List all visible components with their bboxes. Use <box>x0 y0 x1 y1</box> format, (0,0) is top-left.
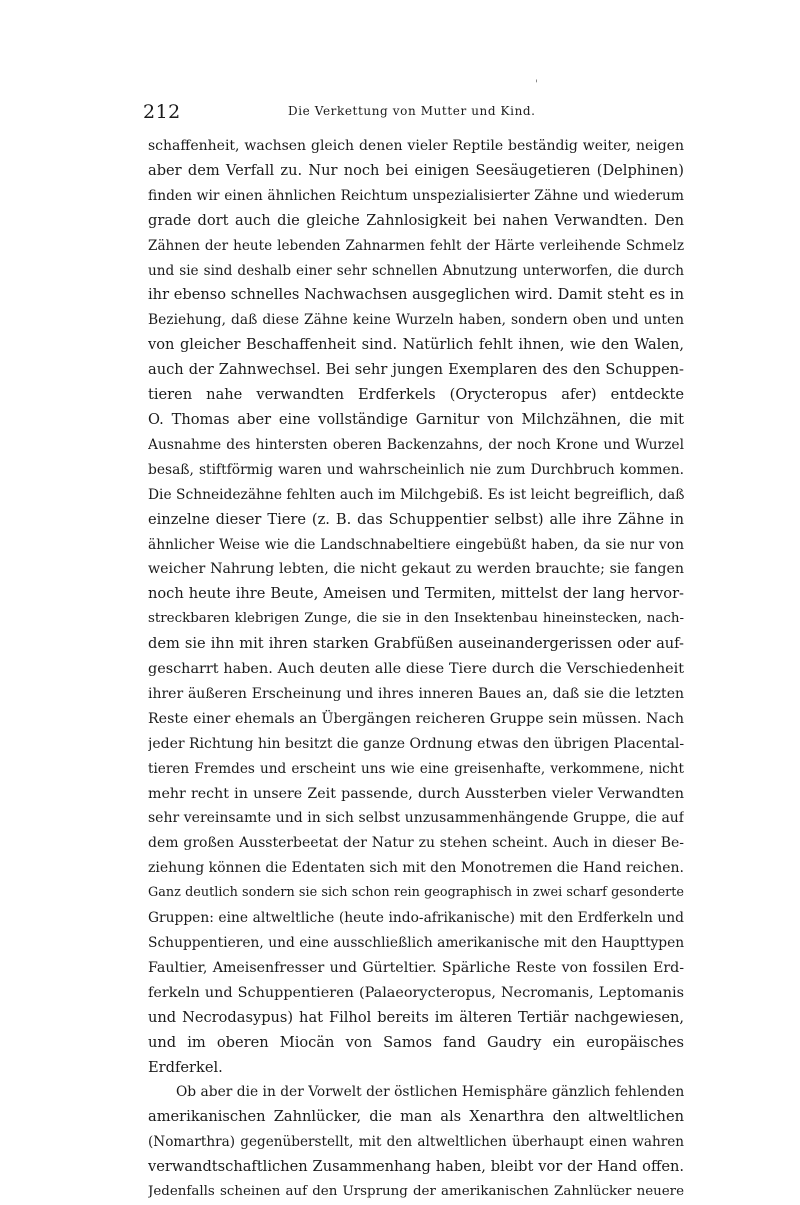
text-line: von gleicher Beschaffenheit sind. Natürlich fehlt ihnen, wie den Walen, <box>148 336 684 354</box>
text-line: mehr recht in unsere Zeit passende, durch Aussterben vieler Verwandten <box>148 785 684 802</box>
text-line: jeder Richtung hin besitzt die ganze Ordnung etwas den übrigen Placental- <box>148 735 684 752</box>
text-line: Schuppentieren, und eine ausschließlich amerikanische mit den Haupttypen <box>148 935 684 951</box>
text-line: streckbaren klebrigen Zunge, die sie in den Insektenbau hineinstecken, nach- <box>148 611 684 627</box>
text-line: Jedenfalls scheinen auf den Ursprung der amerikanischen Zahnlücker neuere <box>148 1184 684 1200</box>
text-line: Zähnen der heute lebenden Zahnarmen fehlt der Härte verleihende Schmelz <box>148 237 684 254</box>
text-line: grade dort auch die gleiche Zahnlosigkeit bei nahen Verwandten. Den <box>148 211 684 229</box>
text-line: weicher Nahrung lebten, die nicht gekaut zu werden brauchte; sie fangen <box>148 561 684 578</box>
text-line: gescharrt haben. Auch deuten alle diese Tiere durch die Verschiedenheit <box>148 661 684 678</box>
text-line: ihr ebenso schnelles Nachwachsen ausgeglichen wird. Damit steht es in <box>148 286 684 304</box>
running-title: Die Verkettung von Mutter und Kind. <box>288 104 536 118</box>
text-line: schaffenheit, wachsen gleich denen vieler Reptile beständig weiter, neigen <box>148 138 684 154</box>
text-line: und Necrodasypus) hat Filhol bereits im älteren Tertiär nachgewiesen, <box>148 1008 684 1026</box>
text-line: Gruppen: eine altweltliche (heute indo-afrikanische) mit den Erdferkeln und <box>148 910 684 927</box>
text-line: Erdferkel. <box>148 1058 223 1076</box>
text-line: dem sie ihn mit ihren starken Grabfüßen auseinandergerissen oder auf- <box>148 635 684 653</box>
text-line: ferkeln und Schuppentieren (Palaeorycteropus, Necromanis, Leptomanis <box>148 984 684 1001</box>
text-line: ihrer äußeren Erscheinung und ihres inneren Baues an, daß sie die letzten <box>148 685 684 702</box>
text-line: aber dem Verfall zu. Nur noch bei einigen Seesäugetieren (Delphinen) <box>148 161 684 179</box>
paragraph-1 <box>148 134 684 1080</box>
text-line: O. Thomas aber eine vollständige Garnitur von Milchzähnen, die mit <box>148 410 684 428</box>
paragraph-2 <box>148 1080 684 1205</box>
text-line: noch heute ihre Beute, Ameisen und Termiten, mittelst der lang hervor- <box>148 585 684 603</box>
text-line: besaß, stiftförmig waren und wahrscheinlich nie zum Durchbruch kommen. <box>148 461 684 478</box>
text-line: ziehung können die Edentaten sich mit den Monotremen die Hand reichen. <box>148 860 684 877</box>
text-line: Ausnahme des hintersten oberen Backenzahns, der noch Krone und Wurzel <box>148 436 684 453</box>
text-line: tieren Fremdes und erscheint uns wie eine greisenhafte, verkommene, nicht <box>148 760 684 777</box>
text-line: Die Schneidezähne fehlten auch im Milchgebiß. Es ist leicht begreiflich, daß <box>148 486 684 503</box>
text-line: dem großen Aussterbeetat der Natur zu stehen scheint. Auch in dieser Be- <box>148 835 684 852</box>
text-line: verwandtschaftlichen Zusammenhang haben, bleibt vor der Hand offen. <box>148 1158 684 1176</box>
text-line: ähnlicher Weise wie die Landschnabeltiere eingebüßt haben, da sie nur von <box>148 536 684 553</box>
text-line: Faultier, Ameisenfresser und Gürteltier. Spärliche Reste von fossilen Erd- <box>148 959 684 976</box>
text-line: finden wir einen ähnlichen Reichtum unspezialisierter Zähne und wiederum <box>148 187 684 204</box>
text-line: einzelne dieser Tiere (z. B. das Schuppentier selbst) alle ihre Zähne in <box>148 510 684 528</box>
body-text <box>148 134 684 1205</box>
text-line: Beziehung, daß diese Zähne keine Wurzeln haben, sondern oben und unten <box>148 312 684 329</box>
stray-mark: ' <box>535 79 538 90</box>
text-line: (Nomarthra) gegenüberstellt, mit den altweltlichen überhaupt einen wahren <box>148 1134 684 1151</box>
text-line: amerikanischen Zahnlücker, die man als Xenarthra den altweltlichen <box>148 1108 684 1126</box>
text-line: Reste einer ehemals an Übergängen reicheren Gruppe sein müssen. Nach <box>148 710 684 727</box>
text-line: tieren nahe verwandten Erdferkels (Orycteropus afer) entdeckte <box>148 386 684 404</box>
text-line: Ganz deutlich sondern sie sich schon rein geographisch in zwei scharf gesonderte <box>148 885 684 901</box>
page-number: 212 <box>143 101 181 123</box>
text-line: Ob aber die in der Vorwelt der östlichen Hemisphäre gänzlich fehlenden <box>176 1084 684 1101</box>
text-line: und sie sind deshalb einer sehr schnellen Abnutzung unterworfen, die durch <box>148 262 684 279</box>
text-line: und im oberen Miocän von Samos fand Gaudry ein europäisches <box>148 1033 684 1051</box>
text-line: sehr vereinsamte und in sich selbst unzusammenhängende Gruppe, die auf <box>148 810 684 827</box>
text-line: auch der Zahnwechsel. Bei sehr jungen Exemplaren des den Schuppen- <box>148 361 684 379</box>
